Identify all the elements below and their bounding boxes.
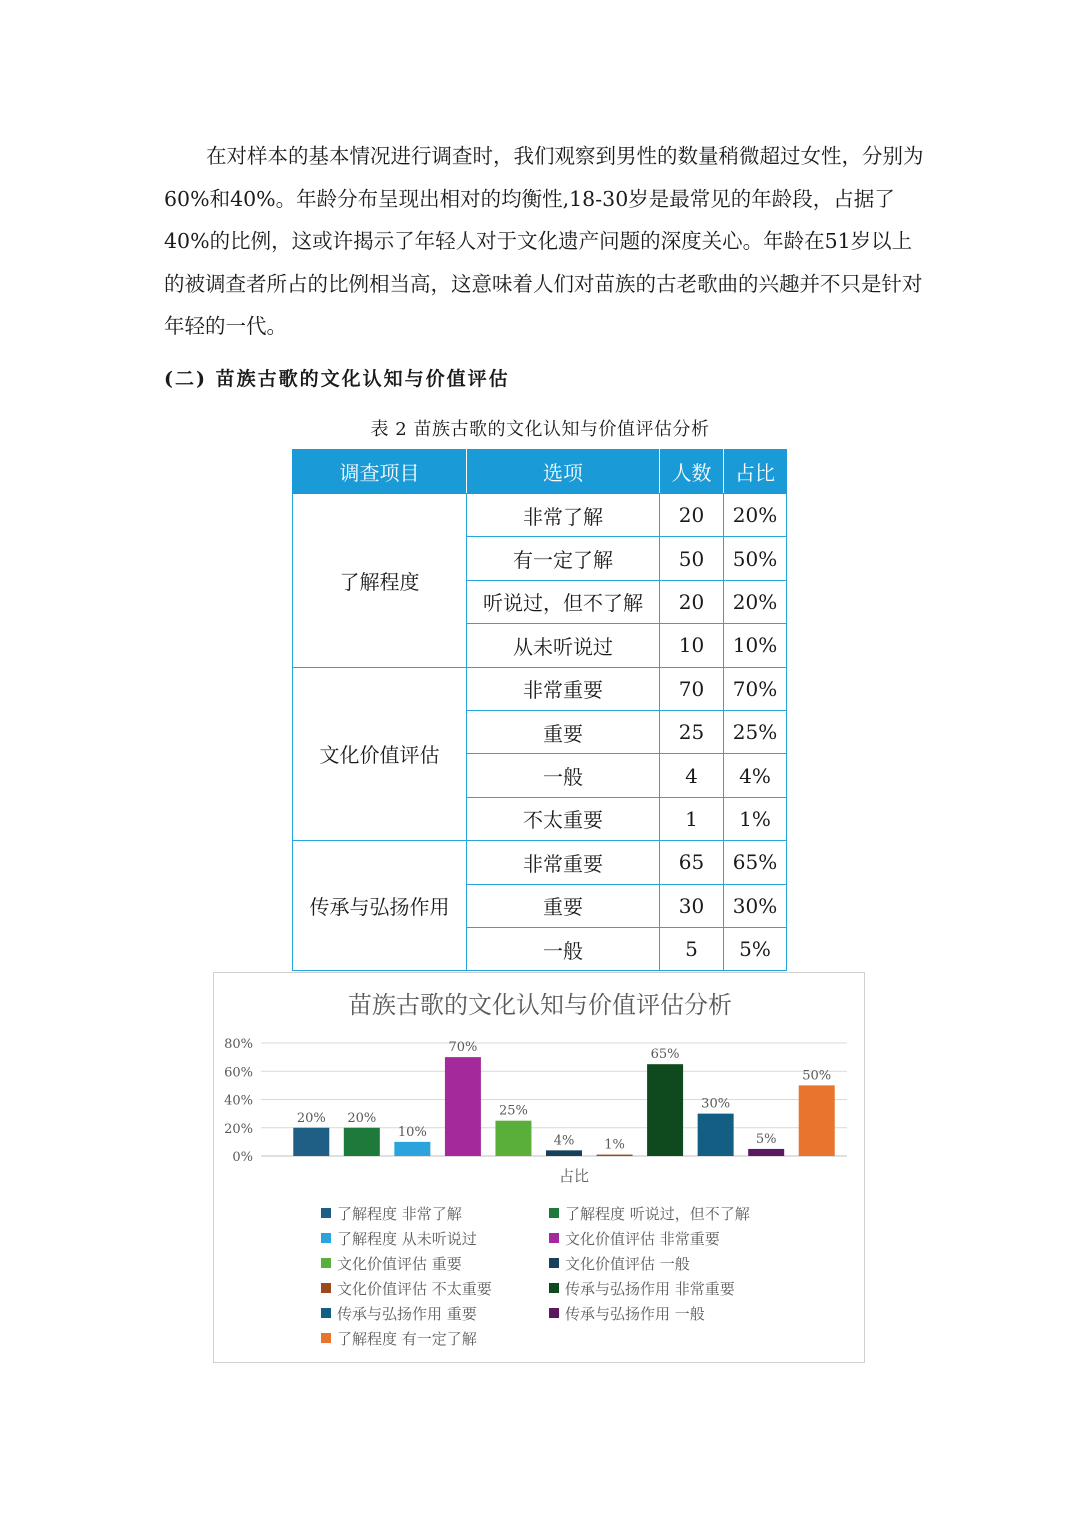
bar [698,1114,734,1156]
percent-cell: 4% [724,754,787,797]
section-heading: (二) 苗族古歌的文化认知与价值评估 [164,368,510,390]
bar [748,1149,784,1156]
count-cell: 20 [660,580,724,623]
data-label: 65% [650,1047,680,1063]
option-cell: 非常重要 [467,841,660,884]
percent-cell: 25% [724,710,787,753]
header-percent: 占比 [724,450,787,494]
table-row [293,494,787,537]
legend-label: 文化价值评估 重要 [337,1254,462,1273]
legend-item [549,1203,791,1223]
percent-cell: 10% [724,624,787,667]
bar [647,1064,683,1156]
legend-item [321,1228,549,1248]
survey-table [292,449,787,971]
legend-label: 了解程度 听说过，但不了解 [565,1204,750,1223]
legend-swatch [321,1308,331,1318]
x-category-label: 占比 [558,1167,590,1185]
percent-cell: 30% [724,884,787,927]
percent-cell: 70% [724,667,787,710]
table-row [293,841,787,884]
legend-swatch [321,1283,331,1293]
bar [445,1057,481,1156]
count-cell: 5 [660,927,724,970]
bar [293,1128,329,1156]
count-cell: 65 [660,841,724,884]
data-label: 4% [553,1133,575,1149]
percent-cell: 20% [724,494,787,537]
count-cell: 4 [660,754,724,797]
count-cell: 10 [660,624,724,667]
option-cell: 重要 [467,884,660,927]
y-tick-label: 40% [224,1093,253,1109]
chart-legend [321,1203,791,1348]
legend-item [549,1228,791,1248]
data-label: 25% [499,1103,528,1119]
option-cell: 不太重要 [467,797,660,840]
count-cell: 30 [660,884,724,927]
count-cell: 20 [660,494,724,537]
bar [597,1155,633,1156]
legend-label: 文化价值评估 非常重要 [565,1229,720,1248]
bar [344,1128,380,1156]
y-tick-label: 0% [232,1150,253,1165]
group-name: 文化价值评估 [293,667,467,841]
legend-item [549,1253,791,1273]
bar-chart [213,972,865,1363]
option-cell: 非常重要 [467,667,660,710]
chart-title: 苗族古歌的文化认知与价值评估分析 [348,991,732,1019]
legend-swatch [321,1333,331,1343]
option-cell: 从未听说过 [467,624,660,667]
data-label: 5% [755,1131,777,1147]
option-cell: 重要 [467,710,660,753]
group-name: 传承与弘扬作用 [293,841,467,971]
legend-label: 传承与弘扬作用 重要 [337,1304,477,1323]
legend-swatch [321,1233,331,1243]
y-tick-label: 20% [224,1121,253,1137]
option-cell: 有一定了解 [467,537,660,580]
percent-cell: 5% [724,927,787,970]
legend-item [549,1278,791,1298]
legend-label: 了解程度 非常了解 [337,1204,462,1223]
table-caption: 表 2 苗族古歌的文化认知与价值评估分析 [370,419,710,440]
bar [799,1085,835,1156]
option-cell: 非常了解 [467,494,660,537]
legend-label: 传承与弘扬作用 非常重要 [565,1279,735,1298]
chart-plot [214,973,866,1203]
data-label: 1% [604,1137,625,1153]
table-header-row [293,450,787,494]
header-count: 人数 [660,450,724,494]
legend-swatch [321,1208,331,1218]
bar [394,1142,430,1156]
count-cell: 70 [660,667,724,710]
option-cell: 听说过，但不了解 [467,580,660,623]
legend-swatch [549,1283,559,1293]
option-cell: 一般 [467,754,660,797]
intro-paragraph [164,135,924,348]
legend-swatch [549,1208,559,1218]
legend-label: 文化价值评估 一般 [565,1254,690,1273]
table-row [293,667,787,710]
percent-cell: 65% [724,841,787,884]
percent-cell: 20% [724,580,787,623]
data-label: 10% [397,1124,427,1140]
legend-swatch [549,1233,559,1243]
bar [495,1121,531,1156]
data-label: 50% [802,1068,832,1084]
percent-cell: 1% [724,797,787,840]
legend-item [321,1328,549,1348]
legend-swatch [321,1258,331,1268]
count-cell: 1 [660,797,724,840]
legend-item [321,1203,549,1223]
legend-item [321,1253,549,1273]
legend-item [549,1303,791,1323]
data-label: 20% [296,1110,326,1126]
percent-cell: 50% [724,537,787,580]
paragraph-text: 在对样本的基本情况进行调查时，我们观察到男性的数量稍微超过女性，分别为60%和40%。年龄分布呈现出相对的均衡性,18-30岁是最常见的年龄段，占据了40%的比例，这或许揭示了年轻人对于文化遗产问题的深度关心。年龄在51岁以上的被调查者所占的比例相当高，这意味着人们对苗族的古老歌曲的兴趣并不只是针对年轻的一代。 [164,144,924,338]
option-cell: 一般 [467,927,660,970]
count-cell: 25 [660,710,724,753]
group-name: 了解程度 [293,494,467,668]
legend-label: 了解程度 有一定了解 [337,1329,477,1348]
data-label: 30% [701,1096,731,1112]
y-tick-label: 60% [224,1065,253,1081]
count-cell: 50 [660,537,724,580]
data-label: 20% [347,1110,377,1126]
legend-swatch [549,1308,559,1318]
data-label: 70% [448,1040,478,1056]
header-option: 选项 [467,450,660,494]
legend-item [321,1278,549,1298]
y-tick-label: 80% [224,1037,253,1052]
legend-label: 文化价值评估 不太重要 [337,1279,492,1298]
legend-label: 了解程度 从未听说过 [337,1229,477,1248]
bar [546,1150,582,1156]
legend-label: 传承与弘扬作用 一般 [565,1304,705,1323]
header-survey-item: 调查项目 [293,450,467,494]
legend-swatch [549,1258,559,1268]
legend-item [321,1303,549,1323]
